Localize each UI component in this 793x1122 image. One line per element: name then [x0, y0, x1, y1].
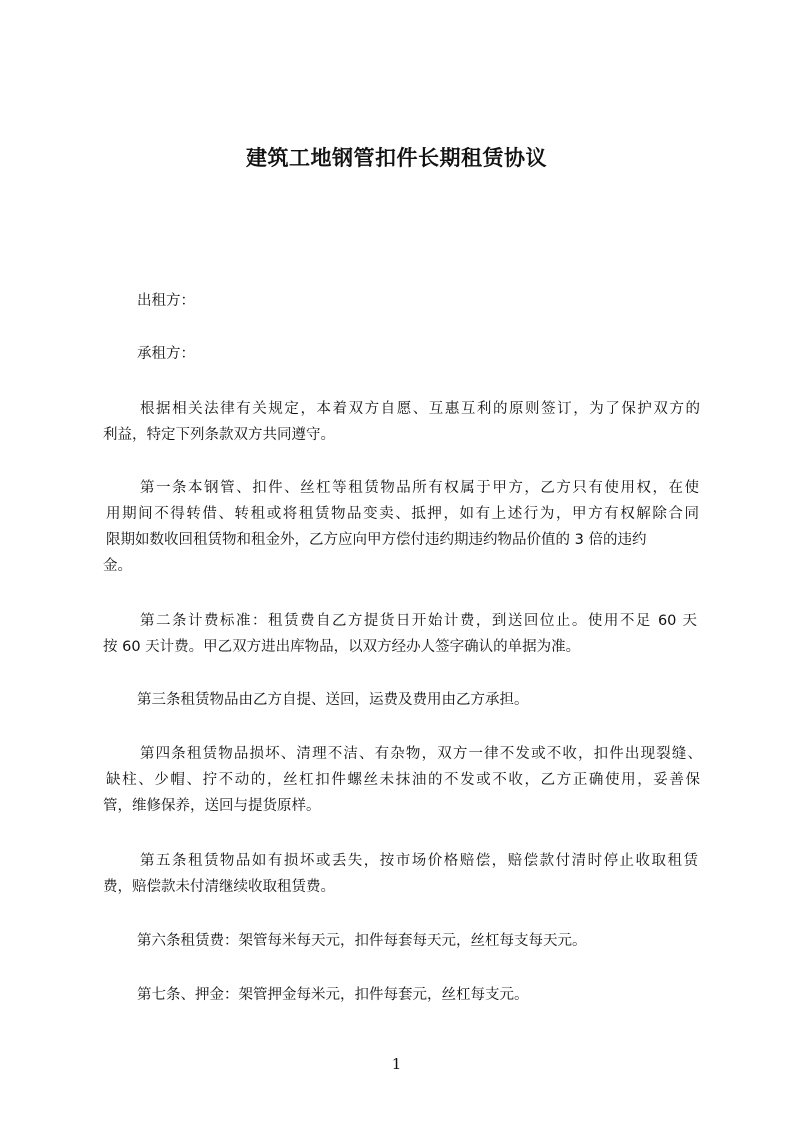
clause-2-line-2: 按 60 天计费。甲乙双方进出库物品，以双方经办人签字确认的单据为准。	[103, 639, 581, 655]
clause-1-line-3: 限期如数收回租赁物和租金外，乙方应向甲方偿付违约期违约物品价值的 3 倍的违约	[106, 532, 647, 548]
clause-7-line-1: 第七条、押金：架管押金每米元，扣件每套元，丝杠每支元。	[137, 987, 529, 1003]
clause-3-line-1: 第三条租赁物品由乙方自提、送回，运费及费用由乙方承担。	[137, 692, 529, 708]
clause-2-line-1: 第二条计费标准：租赁费自乙方提货日开始计费，到送回位止。使用不足 60 天	[140, 613, 697, 629]
clause-1-line-1: 第一条本钢管、扣件、丝杠等租赁物品所有权属于甲方，乙方只有使用权，在使	[140, 480, 699, 496]
page-number: 1	[391, 1055, 402, 1073]
intro-line-2: 利益，特定下列条款双方共同遵守。	[103, 427, 335, 443]
clause-6-line-1: 第六条租赁费：架管每米每天元，扣件每套每天元，丝杠每支每天元。	[137, 933, 587, 949]
lessor-label: 出租方：	[137, 293, 195, 309]
clause-1-line-2: 用期间不得转借、转租或将租赁物品变卖、抵押，如有上述行为，甲方有权解除合同	[106, 506, 699, 522]
clause-4-line-2: 缺柱、少帽、拧不动的，丝杠扣件螺丝未抹油的不发或不收，乙方正确使用，妥善保	[106, 772, 700, 788]
clause-4-line-1: 第四条租赁物品损坏、清理不洁、有杂物，双方一律不发或不收，扣件出现裂缝、	[140, 746, 702, 762]
clause-4-line-3: 管，维修保养，送回与提货原样。	[103, 798, 321, 814]
intro-line-1: 根据相关法律有关规定，本着双方自愿、互惠互利的原则签订，为了保护双方的	[140, 401, 700, 417]
lessee-label: 承租方：	[137, 346, 195, 362]
clause-1-line-4: 金。	[103, 558, 132, 574]
clause-5-line-2: 费，赔偿款未付清继续收取租赁费。	[103, 879, 335, 895]
document-title: 建筑工地钢管扣件长期租赁协议	[246, 146, 547, 170]
clause-5-line-1: 第五条租赁物品如有损坏或丢失，按市场价格赔偿，赔偿款付清时停止收取租赁	[140, 853, 698, 869]
